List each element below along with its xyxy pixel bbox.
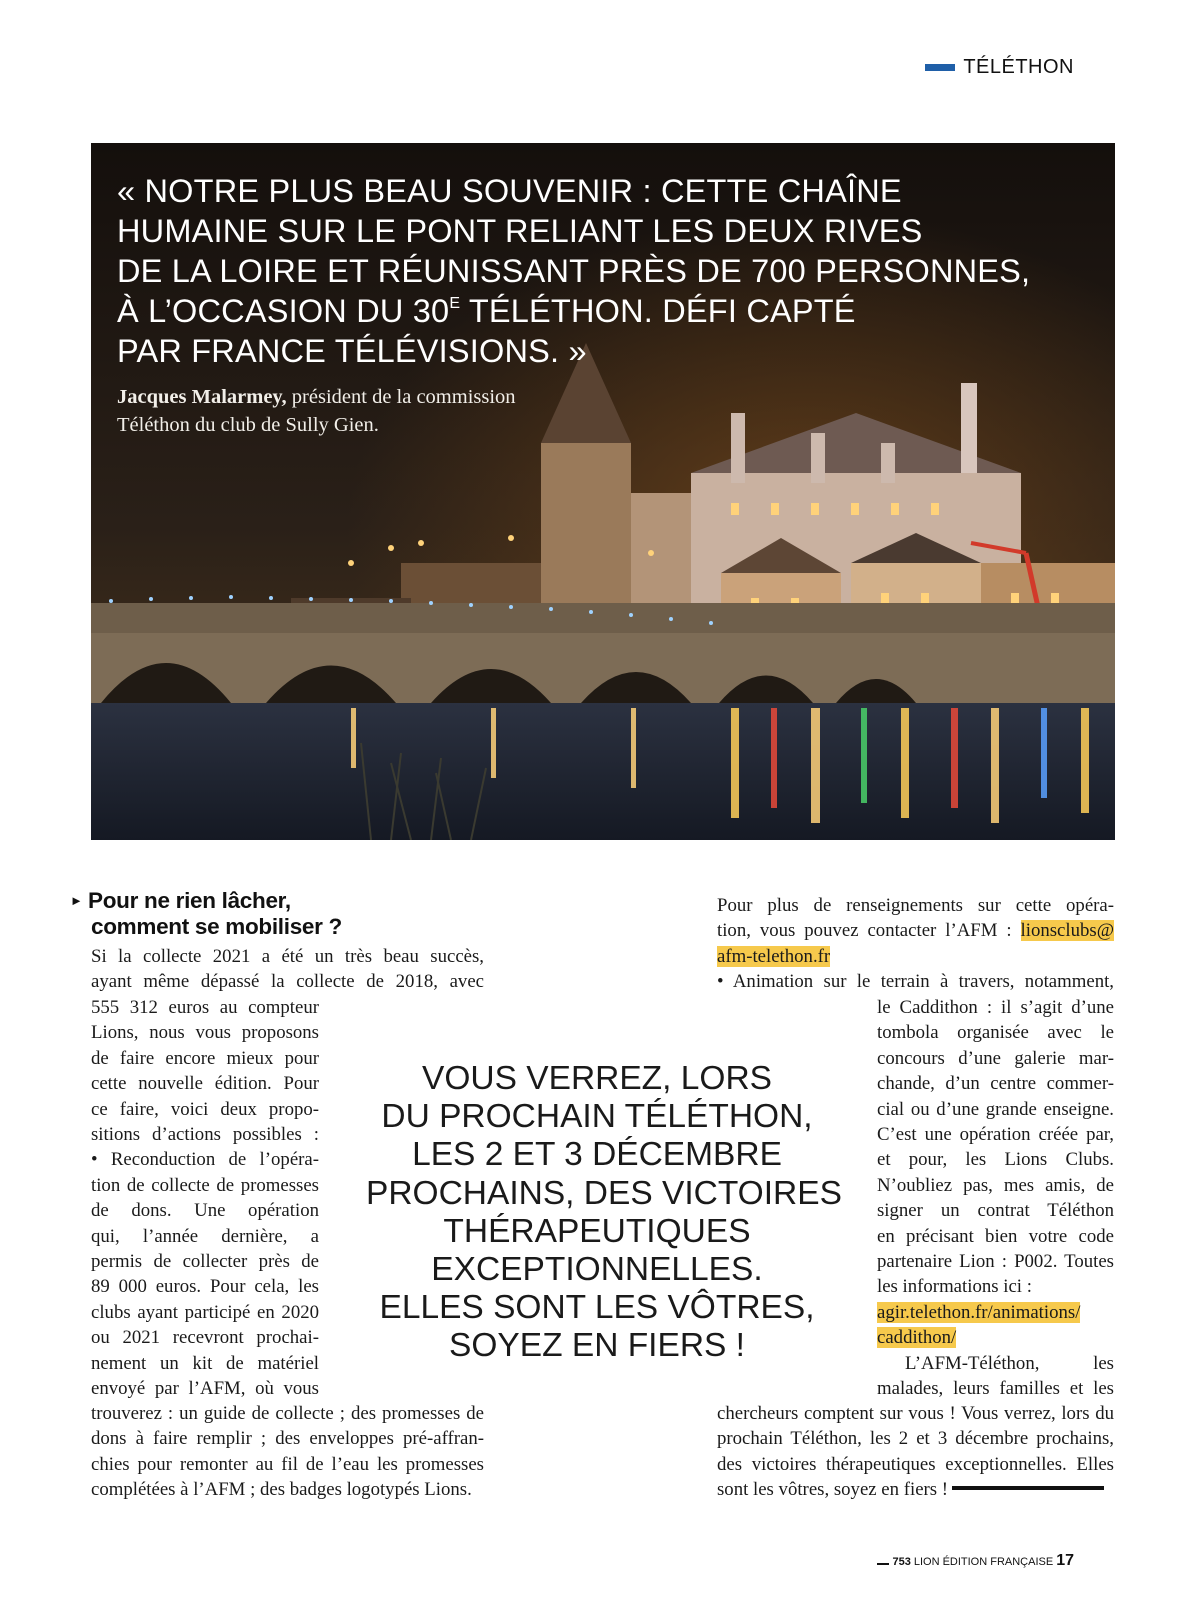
right-wide-line: chercheurs comptent sur vous ! Vous verrez, lors du <box>717 1403 1114 1424</box>
text-line: de faire encore mieux pour <box>91 1047 319 1069</box>
text-line: C’est une opération créée par, <box>877 1124 1114 1146</box>
left-wide-line: chies pour remonter au fil de l’eau les promesses <box>91 1453 484 1475</box>
text-line: cette nouvelle édition. Pour <box>91 1073 319 1095</box>
text-line: • Reconduction de l’opéra- <box>91 1149 319 1171</box>
quote-line-5: PAR FRANCE TÉLÉVISIONS. » <box>117 333 587 369</box>
quote-line-4-post: TÉLÉTHON. DÉFI CAPTÉ <box>460 293 856 329</box>
left-column-narrow <box>91 995 319 1402</box>
text-line: tombola organisée avec le <box>877 1022 1114 1044</box>
right-wide-line: des victoires thérapeutiques exceptionnelles. Elles <box>717 1453 1114 1475</box>
heading-line-1: Pour ne rien lâcher, <box>88 888 291 913</box>
pull-quote-line: DU PROCHAIN TÉLÉTHON, <box>381 1098 813 1136</box>
text-line: envoyé par l’AFM, où vous <box>91 1378 319 1400</box>
end-of-article-bar <box>952 1486 1104 1490</box>
text-line: 89 000 euros. Pour cela, les <box>91 1276 319 1298</box>
publication-name: LION ÉDITION FRANÇAISE <box>913 1556 1054 1568</box>
caddithon-link-line <box>877 1300 1114 1325</box>
right-line: L’AFM-Téléthon, les <box>905 1352 1114 1374</box>
page-number: 17 <box>1056 1552 1074 1569</box>
quote-line-4-pre: À L’OCCASION DU 30 <box>117 293 450 329</box>
attribution-role: président de la commission <box>286 386 516 408</box>
quote-line-4-sup: E <box>449 295 461 312</box>
caddithon-link-line-2 <box>877 1325 1114 1350</box>
photo-loire-bridge <box>91 143 1115 840</box>
right-column-narrow <box>877 995 1114 1402</box>
text-line: partenaire Lion : P002. Toutes <box>877 1251 1114 1273</box>
quote-line-2: HUMAINE SUR LE PONT RELIANT LES DEUX RIVES <box>117 213 923 249</box>
text-line: les informations ici : <box>877 1276 1032 1298</box>
right-line <box>717 944 1114 969</box>
issue-number: 753 <box>892 1556 911 1568</box>
right-last-line <box>717 1477 1114 1502</box>
text-line: ou 2021 recevront prochai- <box>91 1327 319 1349</box>
right-column-bottom <box>717 1401 1114 1503</box>
bridge-arches <box>91 633 1115 703</box>
afm-email-link[interactable]: lionsclubs@ <box>1020 920 1114 942</box>
quote-line-4 <box>117 291 1077 331</box>
pull-quote-line: THÉRAPEUTIQUES <box>443 1212 751 1250</box>
right-wide-line: prochain Téléthon, les 2 et 3 décembre prochains, <box>717 1428 1114 1450</box>
text-line: cial ou d’une grande enseigne. <box>877 1098 1114 1120</box>
pull-quote-line: PROCHAINS, DES VICTOIRES <box>366 1174 842 1212</box>
pull-quote-line: ELLES SONT LES VÔTRES, <box>379 1289 815 1327</box>
pull-quote-line: EXCEPTIONNELLES. <box>431 1251 763 1289</box>
left-wide-line: Si la collecte 2021 a été un très beau succès, <box>91 946 484 967</box>
right-line-text: tion, vous pouvez contacter l’AFM : <box>717 920 1021 942</box>
text-line: tion de collecte de promesses <box>91 1174 319 1196</box>
text-line: et pour, les Lions Clubs. <box>877 1149 1114 1171</box>
text-line: N’oubliez pas, mes amis, de <box>877 1174 1114 1196</box>
pull-quote <box>366 1060 842 1366</box>
text-line: permis de collecter près de <box>91 1251 319 1273</box>
photo-quote <box>117 171 1077 371</box>
text-line: concours d’une galerie mar- <box>877 1047 1114 1069</box>
play-triangle-icon: ► <box>70 893 83 908</box>
section-label: TÉLÉTHON <box>963 56 1074 78</box>
right-line: malades, leurs familles et les <box>877 1378 1114 1400</box>
quote-attribution <box>117 383 717 439</box>
text-line: de dons. Une opération <box>91 1200 319 1222</box>
text-line: signer un contrat Téléthon <box>877 1200 1114 1222</box>
folio-dash <box>877 1563 889 1565</box>
text-line: chande, d’un centre commer- <box>877 1073 1114 1095</box>
text-line: nement un kit de matériel <box>91 1352 319 1374</box>
left-column-bottom <box>91 1401 484 1503</box>
attribution-name: Jacques Malarmey, <box>117 386 287 408</box>
closing-sentence: sont les vôtres, soyez en fiers ! <box>717 1479 949 1501</box>
text-line: qui, l’année dernière, a <box>91 1225 319 1247</box>
caddithon-link[interactable]: agir.telethon.fr/animations/ <box>877 1301 1081 1323</box>
article-heading <box>70 888 342 940</box>
left-wide-line: dons à faire remplir ; des enveloppes pré-affran- <box>91 1428 484 1450</box>
caddithon-link-continued[interactable]: caddithon/ <box>877 1327 957 1349</box>
left-wide-line: trouverez : un guide de collecte ; des promesses de <box>91 1403 484 1424</box>
text-line: clubs ayant participé en 2020 <box>91 1301 319 1323</box>
text-line: Lions, nous vous proposons <box>91 1022 319 1044</box>
right-column-top <box>717 893 1114 995</box>
quote-line-1: « NOTRE PLUS BEAU SOUVENIR : CETTE CHAÎNE <box>117 173 902 209</box>
left-wide-line: complétées à l’AFM ; des badges logotypés Lions. <box>91 1479 472 1501</box>
left-column-top <box>91 944 484 995</box>
right-line <box>717 918 1114 943</box>
left-wide-line: ayant même dépassé la collecte de 2018, avec <box>91 971 484 993</box>
page-folio <box>877 1552 1074 1570</box>
afm-email-link-continued[interactable]: afm-telethon.fr <box>717 945 831 967</box>
pull-quote-line: VOUS VERREZ, LORS <box>422 1060 772 1097</box>
attribution-line-2: Téléthon du club de Sully Gien. <box>117 414 379 436</box>
text-line: le Caddithon : il s’agit d’une <box>877 997 1114 1018</box>
heading-line-2: comment se mobiliser ? <box>91 914 342 939</box>
section-tag-bar <box>925 64 955 71</box>
right-line: Pour plus de renseignements sur cette opéra- <box>717 895 1114 916</box>
text-line: sitions d’actions possibles : <box>91 1124 319 1146</box>
pull-quote-line: SOYEZ EN FIERS ! <box>449 1327 745 1365</box>
pull-quote-line: LES 2 ET 3 DÉCEMBRE <box>412 1136 782 1174</box>
quote-line-3: DE LA LOIRE ET RÉUNISSANT PRÈS DE 700 PERSONNES, <box>117 253 1031 289</box>
text-line: en précisant bien votre code <box>877 1225 1114 1247</box>
text-line: ce faire, voici deux propo- <box>91 1098 319 1120</box>
right-line: • Animation sur le terrain à travers, notamment, <box>717 971 1114 993</box>
text-line: 555 312 euros au compteur <box>91 997 319 1018</box>
section-tag <box>925 56 1074 79</box>
